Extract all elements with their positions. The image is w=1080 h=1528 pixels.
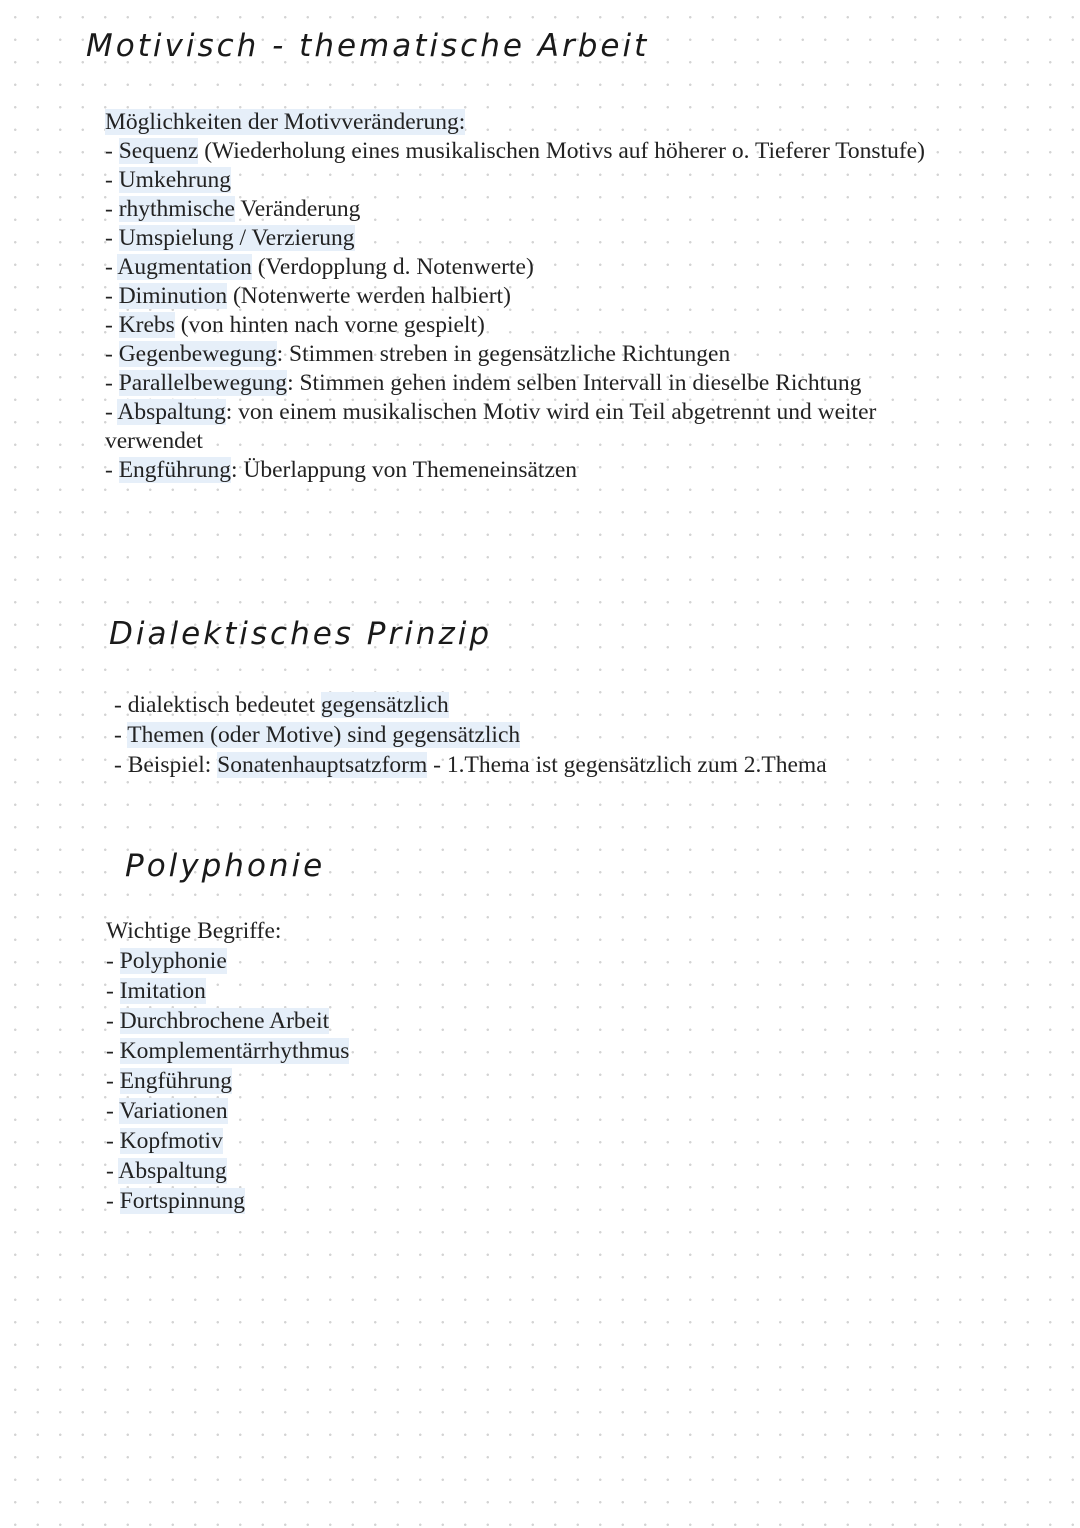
list-item: - Fortspinnung	[106, 1188, 246, 1214]
section-heading-polyphonie: Polyphonie	[125, 848, 326, 884]
list-item: - Imitation	[106, 978, 206, 1004]
list-item: - Abspaltung	[106, 1158, 227, 1184]
list-item: - Engführung: Überlappung von Themeneinsätzen	[105, 457, 578, 483]
motiv-changes-block	[105, 108, 925, 485]
section-heading-dialektisch: Dialektisches Prinzip	[109, 616, 493, 652]
list-item: - Durchbrochene Arbeit	[106, 1008, 330, 1034]
list-item: - Diminution (Notenwerte werden halbiert)	[105, 283, 511, 309]
intro-line: Möglichkeiten der Motivveränderung:	[105, 109, 466, 135]
list-item: - Krebs (von hinten nach vorne gespielt)	[105, 312, 485, 338]
wrap-line: verwendet	[105, 428, 203, 454]
list-item: - Komplementärrhythmus	[106, 1038, 350, 1064]
polyphonie-block	[106, 916, 349, 1216]
list-item: - Augmentation (Verdopplung d. Notenwerte)	[105, 254, 534, 280]
list-item: - Umkehrung	[105, 167, 231, 193]
list-item: - Polyphonie	[106, 948, 227, 974]
list-item: - Kopfmotiv	[106, 1128, 223, 1154]
list-item: - dialektisch bedeutet gegensätzlich	[114, 692, 449, 718]
list-item: - Themen (oder Motive) sind gegensätzlich	[114, 722, 521, 748]
list-item: - Abspaltung: von einem musikalischen Motiv wird ein Teil abgetrennt und weiter	[105, 399, 877, 425]
list-item: - Engführung	[106, 1068, 232, 1094]
list-item: - Parallelbewegung: Stimmen gehen indem selben Intervall in dieselbe Richtung	[105, 370, 862, 396]
list-item: - Gegenbewegung: Stimmen streben in gegensätzliche Richtungen	[105, 341, 731, 367]
list-item: - Variationen	[106, 1098, 228, 1124]
section-heading-motivisch: Motivisch - thematische Arbeit	[86, 28, 650, 64]
list-item: - rhythmische Veränderung	[105, 196, 361, 222]
list-item: - Sequenz (Wiederholung eines musikalischen Motivs auf höherer o. Tieferer Tonstufe)	[105, 138, 925, 164]
dialectic-block	[114, 690, 827, 780]
list-item: - Beispiel: Sonatenhauptsatzform - 1.Thema ist gegensätzlich zum 2.Thema	[114, 752, 827, 778]
intro-line: Wichtige Begriffe:	[106, 918, 282, 944]
list-item: - Umspielung / Verzierung	[105, 225, 355, 251]
